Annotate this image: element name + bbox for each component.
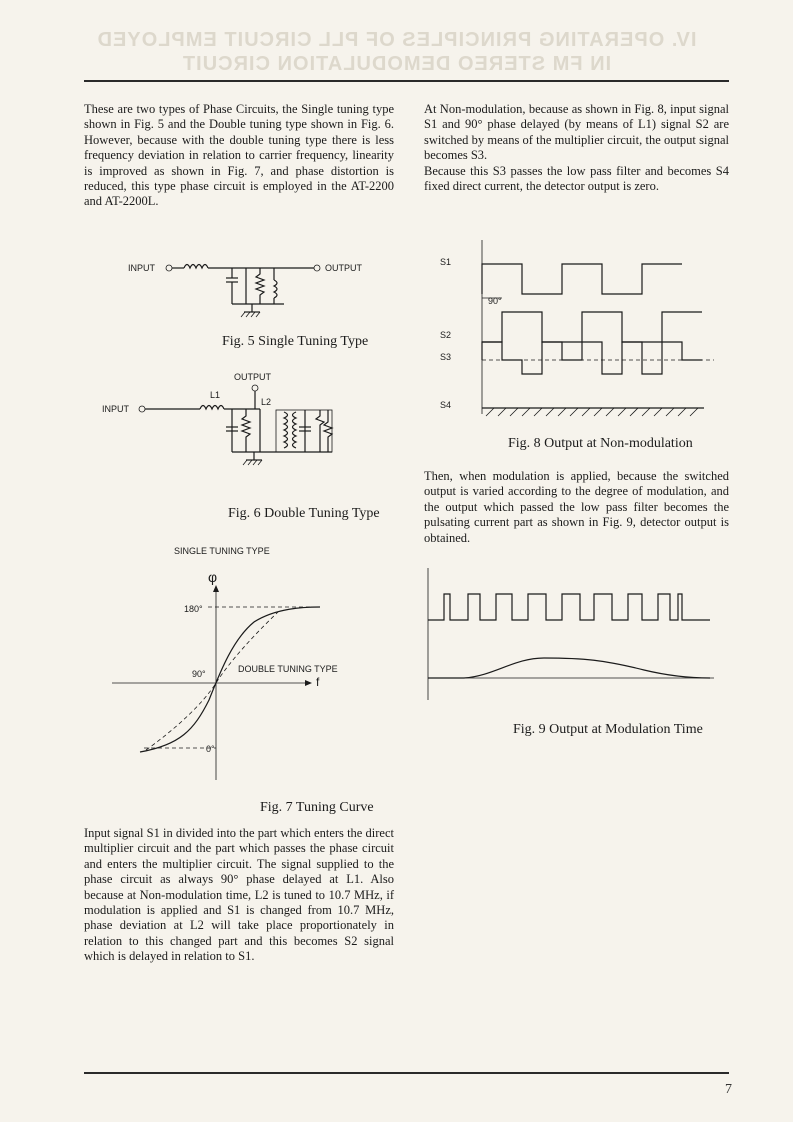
fig7-tick-90: 90° bbox=[192, 669, 206, 679]
fig7-tick-0: 0° bbox=[206, 744, 215, 754]
bottom-rule bbox=[84, 1072, 729, 1074]
fig7-tick-180: 180° bbox=[184, 604, 203, 614]
fig5-input-label: INPUT bbox=[128, 263, 155, 273]
fig7-tuning-curve bbox=[84, 540, 404, 800]
fig7-double-label: DOUBLE TUNING TYPE bbox=[238, 664, 338, 674]
fig8-s1-wave bbox=[482, 264, 682, 294]
fig8-s3-label: S3 bbox=[440, 352, 452, 362]
fig8-s2-label: S2 bbox=[440, 330, 452, 340]
right-paragraph-3: Then, when modulation is applied, because the switched output is varied according to the degree of modulation, and the output which passed the low pass filter becomes the pulsating current part as shown in Fig. 9, detector output is obtained. bbox=[424, 469, 729, 545]
fig8-caption: Fig. 8 Output at Non-modulation bbox=[508, 436, 693, 451]
fig6-double-tuning-circuit bbox=[84, 360, 404, 490]
fig5-caption: Fig. 5 Single Tuning Type bbox=[222, 334, 369, 349]
top-rule bbox=[84, 80, 729, 82]
bleed-line-2: IN FM STEREO DEMODULATION CIRCUIT bbox=[181, 53, 612, 75]
fig7-single-curve bbox=[140, 607, 320, 752]
fig9-switched-wave bbox=[428, 594, 710, 620]
fig8-s2-wave bbox=[482, 312, 702, 342]
fig9-detector-output bbox=[428, 658, 710, 678]
fig6-input-label: INPUT bbox=[102, 404, 129, 414]
body-paragraph: Input signal S1 in divided into the part which enters the direct multiplier circuit and the part which passes the phase circuit and enters the multiplier circuit. The signal supplied to the phase circuit as always 90° phase delayed at L1. Also because at Non-modulation time, L2 is tuned to 10.7 MHz, if modulation is applied and S1 is changed from 10.7 MHz, phase deviation at L2 will take place proportionately in relation to this changed part and this becomes S2 signal which is delayed in relation to S1. bbox=[84, 826, 394, 964]
fig7-f-axis-label: f bbox=[316, 675, 320, 689]
fig7-phi-axis-label: φ bbox=[208, 569, 218, 585]
fig8-waveforms bbox=[424, 232, 729, 432]
left-intro bbox=[84, 102, 394, 210]
fig8-s4-label: S4 bbox=[440, 400, 452, 410]
fig6-caption: Fig. 6 Double Tuning Type bbox=[228, 506, 380, 521]
right-top-text bbox=[424, 102, 729, 194]
right-mid-text bbox=[424, 469, 729, 546]
right-paragraph-1: At Non-modulation, because as shown in Fig. 8, input signal S1 and 90° phase delayed (by means of L1) signal S2 are switched by means of the multiplier circuit, the output signal becomes S3. bbox=[424, 102, 729, 163]
fig5-output-label: OUTPUT bbox=[325, 263, 362, 273]
fig6-l2-label: L2 bbox=[261, 397, 272, 407]
bleed-through-heading bbox=[0, 28, 793, 76]
fig8-phase-label: 90° bbox=[488, 296, 502, 306]
fig9-caption: Fig. 9 Output at Modulation Time bbox=[513, 722, 703, 737]
right-paragraph-2: Because this S3 passes the low pass filter and becomes S4 fixed direct current, the detector output is zero. bbox=[424, 163, 729, 194]
fig6-l1-label: L1 bbox=[210, 390, 221, 400]
fig7-caption: Fig. 7 Tuning Curve bbox=[260, 800, 374, 815]
fig5-single-tuning-circuit bbox=[84, 222, 404, 332]
intro-paragraph: These are two types of Phase Circuits, the Single tuning type shown in Fig. 5 and the Double tuning type shown in Fig. 6. However, because with the double tuning type there is less frequency deviation in relation to carrier frequency, linearity is improved as shown in Fig. 7, and phase distortion is reduced, this type phase circuit is employed in the AT-2200 and AT-2200L. bbox=[84, 102, 394, 209]
left-body bbox=[84, 826, 394, 965]
bleed-line-1: IV. OPERATING PRINCIPLES OF PLL CIRCUIT EMPLOYED bbox=[96, 29, 697, 51]
page-number: 7 bbox=[725, 1082, 732, 1097]
fig7-single-label: SINGLE TUNING TYPE bbox=[174, 546, 270, 556]
fig8-s3-wave bbox=[482, 342, 702, 374]
fig7-double-curve bbox=[146, 612, 278, 750]
fig8-s1-label: S1 bbox=[440, 257, 452, 267]
fig6-output-label: OUTPUT bbox=[234, 372, 271, 382]
fig9-waveforms bbox=[424, 560, 729, 710]
